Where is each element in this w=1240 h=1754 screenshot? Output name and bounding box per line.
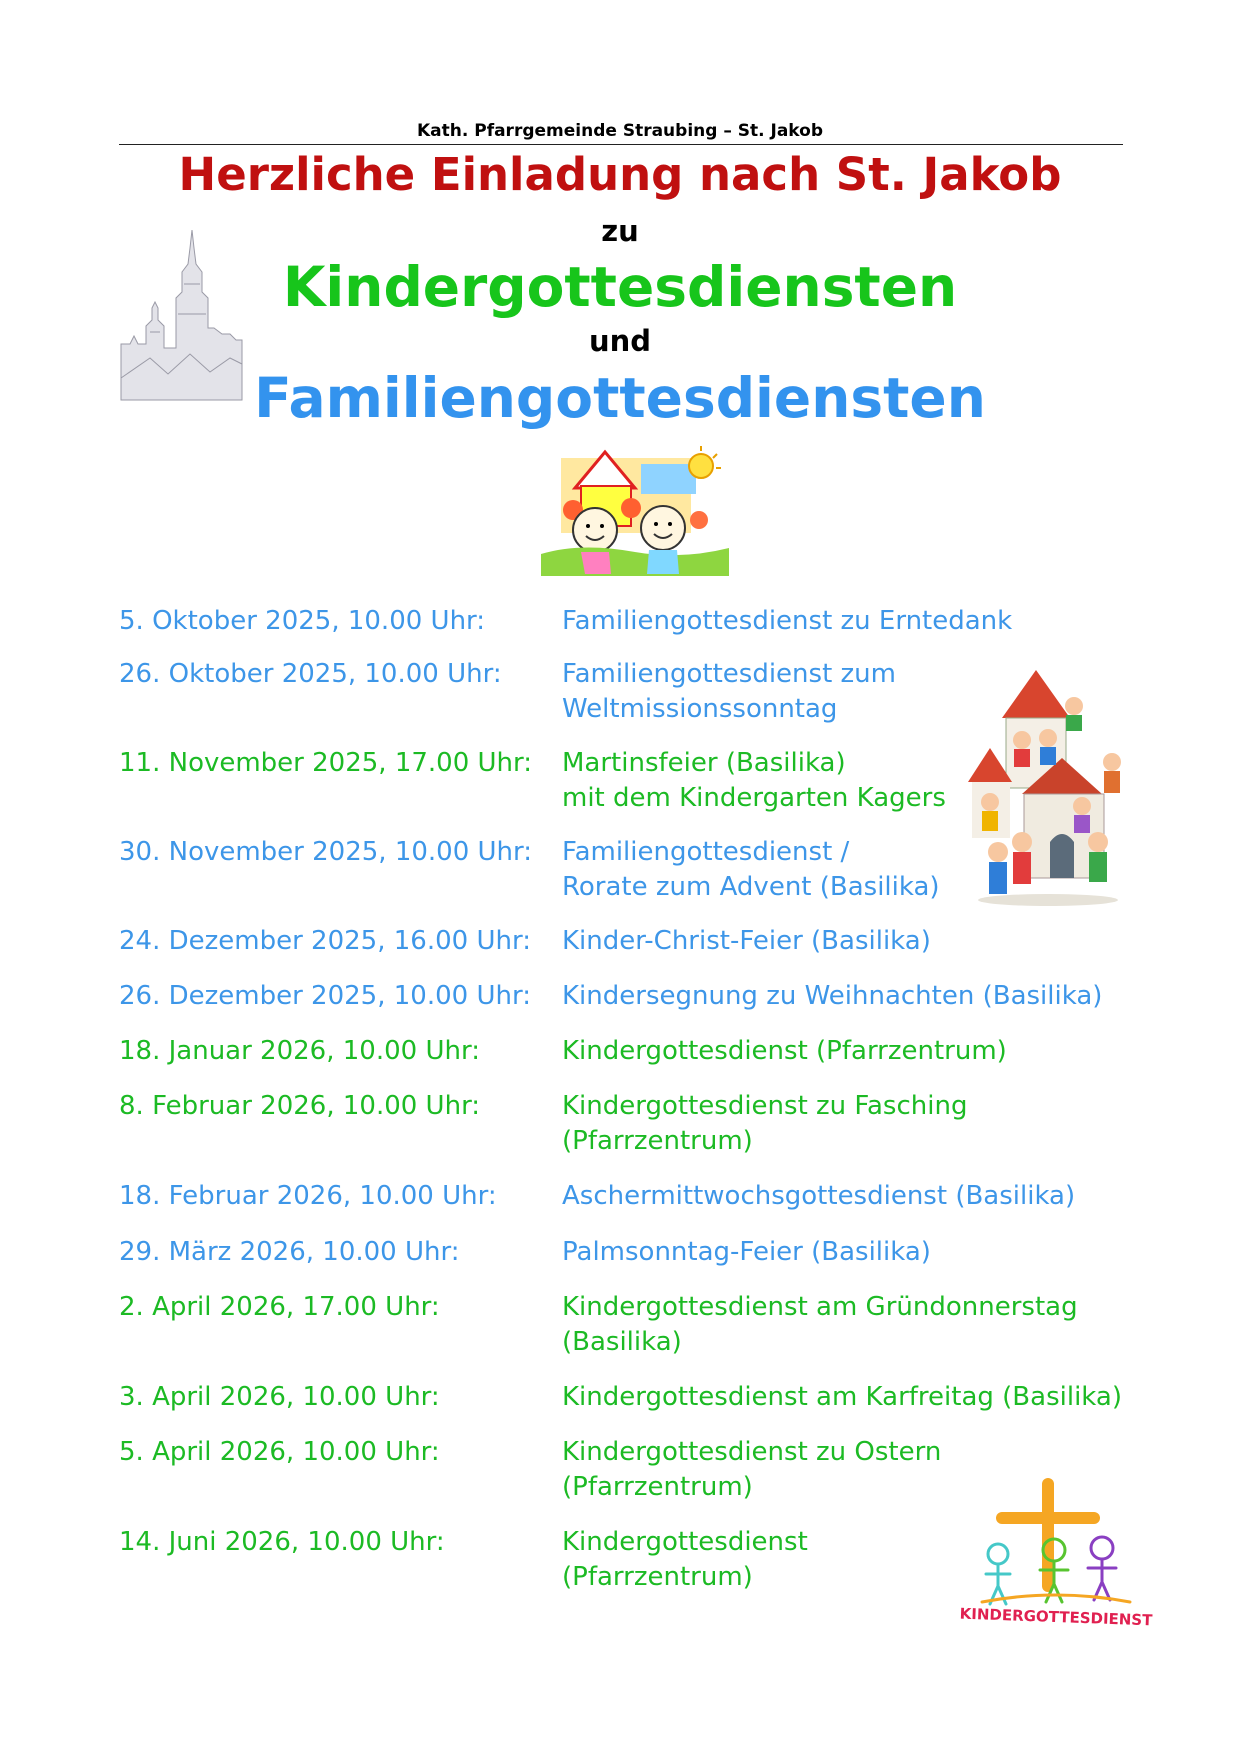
event-date: 29. März 2026, 10.00 Uhr: [119,1237,460,1267]
schedule-row [119,746,1129,816]
schedule-row [119,1435,1129,1505]
schedule-row [119,979,1129,1014]
children-drawing-icon [541,438,729,576]
event-date: 18. Januar 2026, 10.00 Uhr: [119,1036,480,1066]
header-divider [119,144,1123,145]
event-title: Aschermittwochsgottesdienst (Basilika) [562,1181,1076,1211]
schedule-row [119,604,1129,639]
event-date: 26. Oktober 2025, 10.00 Uhr: [119,659,502,689]
connector-zu: zu [601,214,639,248]
schedule-row [119,1089,1129,1159]
schedule-row [119,1380,1129,1415]
headline-kindergottesdienste: Kindergottesdiensten [282,255,958,319]
event-title: Palmsonntag-Feier (Basilika) [562,1237,931,1267]
event-schedule [119,604,1129,1595]
event-date: 5. Oktober 2025, 10.00 Uhr: [119,606,486,636]
invitation-title: Herzliche Einladung nach St. Jakob [178,148,1062,201]
event-date: 11. November 2025, 17.00 Uhr: [119,748,533,778]
schedule-row [119,1179,1129,1214]
event-title: Kindergottesdienst zu Fasching (Pfarrzentrum) [562,1091,968,1156]
event-title: Kindergottesdienst (Pfarrzentrum) [562,1036,1007,1066]
schedule-row [119,835,1129,905]
event-title: Kindergottesdienst am Karfreitag (Basilika) [562,1382,1122,1412]
event-title: Kindergottesdienst (Pfarrzentrum) [562,1527,808,1592]
event-title: Familiengottesdienst zu Erntedank [562,606,1013,636]
schedule-row [119,1525,1129,1595]
church-silhouette-logo [120,228,244,400]
event-date: 30. November 2025, 10.00 Uhr: [119,837,533,867]
parish-name: Kath. Pfarrgemeinde Straubing – St. Jakob [416,121,823,141]
event-date: 5. April 2026, 10.00 Uhr: [119,1437,440,1467]
event-date: 8. Februar 2026, 10.00 Uhr: [119,1091,481,1121]
event-date: 14. Juni 2026, 10.00 Uhr: [119,1527,445,1557]
schedule-row [119,924,1129,959]
schedule-row [119,1235,1129,1270]
schedule-row [119,1034,1129,1069]
event-title: Kindersegnung zu Weihnachten (Basilika) [562,981,1103,1011]
event-title: Kinder-Christ-Feier (Basilika) [562,926,931,956]
schedule-row [119,1290,1129,1360]
event-date: 2. April 2026, 17.00 Uhr: [119,1292,440,1322]
event-title: Familiengottesdienst / Rorate zum Advent (Basilika) [562,837,940,902]
event-title: Kindergottesdienst zu Ostern (Pfarrzentrum) [562,1437,942,1502]
event-title: Kindergottesdienst am Gründonnerstag (Basilika) [562,1292,1078,1357]
event-date: 3. April 2026, 10.00 Uhr: [119,1382,440,1412]
event-date: 18. Februar 2026, 10.00 Uhr: [119,1181,497,1211]
event-date: 24. Dezember 2025, 16.00 Uhr: [119,926,531,956]
logo-text: KINDERGOTTESDIENST [959,1604,1153,1630]
headline-familiengottesdienste: Familiengottesdiensten [254,366,986,430]
event-date: 26. Dezember 2025, 10.00 Uhr: [119,981,531,1011]
schedule-row [119,657,1129,727]
event-title: Familiengottesdienst zum Weltmissionssonntag [562,659,896,724]
event-title: Martinsfeier (Basilika) mit dem Kindergarten Kagers [562,748,946,813]
connector-und: und [588,324,652,358]
